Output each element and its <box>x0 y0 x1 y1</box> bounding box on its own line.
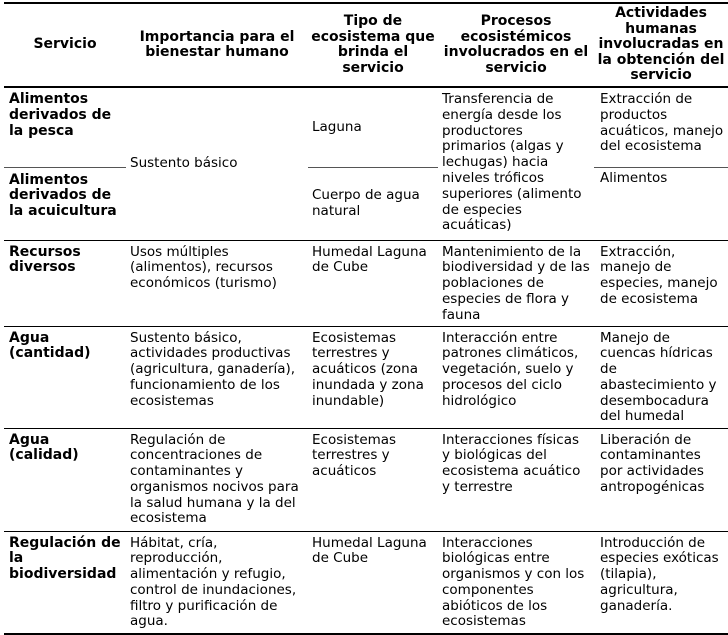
actividades-agua-cantidad: Manejo de cuencas hídricas de abastecimiento y desembocadura del humedal <box>594 326 728 428</box>
header-row <box>4 3 728 87</box>
tipo-pesca: Laguna <box>308 87 438 167</box>
tipo-acuicultura: Cuerpo de agua natural <box>308 167 438 240</box>
actividades-agua-calidad: Liberación de contaminantes por actividades antropogénicas <box>594 428 728 531</box>
procesos-agua-calidad: Interacciones físicas y biológicas del ecosistema acuático y terrestre <box>438 428 594 531</box>
tipo-recursos: Humedal Laguna de Cube <box>308 240 438 326</box>
importancia-recursos: Usos múltiples (alimentos), recursos económicos (turismo) <box>126 240 308 326</box>
header-procesos: Procesos ecosistémicos involucrados en el servicio <box>438 3 594 87</box>
servicio-acuicultura: Alimentos derivados de la acuicultura <box>4 167 126 240</box>
row-recursos <box>4 240 728 326</box>
header-tipo: Tipo de ecosistema que brinda el servicio <box>308 3 438 87</box>
procesos-recursos: Mantenimiento de la biodiversidad y de las poblaciones de especies de flora y fauna <box>438 240 594 326</box>
header-actividades: Actividades humanas involucradas en la obtención del servicio <box>594 3 728 87</box>
servicio-pesca: Alimentos derivados de la pesca <box>4 87 126 167</box>
row-pesca <box>4 87 728 167</box>
importancia-biodiversidad: Hábitat, cría, reproducción, alimentación y refugio, control de inundaciones, filtro y purificación de agua. <box>126 531 308 634</box>
servicio-biodiversidad: Regulación de la biodiversidad <box>4 531 126 634</box>
tipo-biodiversidad: Humedal Laguna de Cube <box>308 531 438 634</box>
servicio-agua-cantidad: Agua (cantidad) <box>4 326 126 428</box>
importancia-agua-cantidad: Sustento básico, actividades productivas (agricultura, ganadería), funcionamiento de los ecosistemas <box>126 326 308 428</box>
row-agua-calidad <box>4 428 728 531</box>
servicio-recursos: Recursos diversos <box>4 240 126 326</box>
tipo-agua-cantidad: Ecosistemas terrestres y acuáticos (zona inundada y zona inundable) <box>308 326 438 428</box>
importancia-alimentos: Sustento básico <box>126 87 308 240</box>
servicio-agua-calidad: Agua (calidad) <box>4 428 126 531</box>
actividades-recursos: Extracción, manejo de especies, manejo de ecosistema <box>594 240 728 326</box>
header-servicio: Servicio <box>4 3 126 87</box>
header-importancia: Importancia para el bienestar humano <box>126 3 308 87</box>
procesos-alimentos: Transferencia de energía desde los productores primarios (algas y lechugas) hacia niveles tróficos superiores (alimento de especies acuáticas) <box>438 87 594 240</box>
actividades-biodiversidad: Introducción de especies exóticas (tilapia), agricultura, ganadería. <box>594 531 728 634</box>
procesos-agua-cantidad: Interacción entre patrones climáticos, vegetación, suelo y procesos del ciclo hidrológico <box>438 326 594 428</box>
tipo-agua-calidad: Ecosistemas terrestres y acuáticos <box>308 428 438 531</box>
ecosystem-services-table <box>4 2 728 635</box>
procesos-biodiversidad: Interacciones biológicas entre organismos y con los componentes abióticos de los ecosistemas <box>438 531 594 634</box>
actividades-acuicultura: Alimentos <box>594 167 728 240</box>
row-biodiversidad <box>4 531 728 634</box>
actividades-pesca: Extracción de productos acuáticos, manejo del ecosistema <box>594 87 728 167</box>
row-agua-cantidad <box>4 326 728 428</box>
row-acuicultura <box>4 167 728 240</box>
importancia-agua-calidad: Regulación de concentraciones de contaminantes y organismos nocivos para la salud humana y la del ecosistema <box>126 428 308 531</box>
